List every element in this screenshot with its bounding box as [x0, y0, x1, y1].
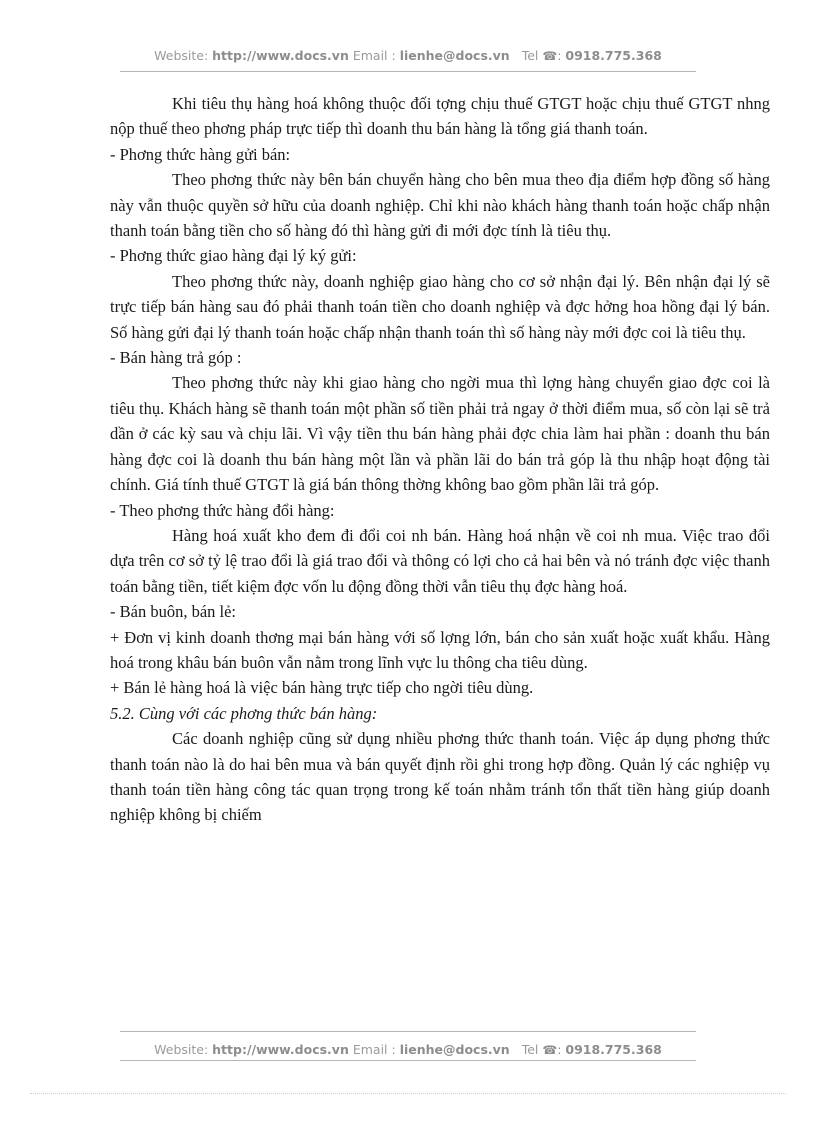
footer-phone: 0918.775.368: [565, 1042, 662, 1057]
footer-website-label: Website:: [154, 1042, 209, 1057]
footer-tel-label: Tel: [521, 1042, 539, 1057]
item-wholesale: + Đơn vị kinh doanh thơng mại bán hàng với số lợng lớn, bán cho sản xuất hoặc xuất khẩu. Hàng hoá trong khâu bán buôn vẫn nằm trong lĩnh vực lu thông cha tiêu dùng.: [110, 627, 770, 672]
heading-installment: - Bán hàng trả góp :: [110, 348, 242, 368]
header-website-link[interactable]: http://www.docs.vn: [212, 48, 349, 63]
paragraph-barter: Hàng hoá xuất kho đem đi đổi coi nh bán. Hàng hoá nhận về coi nh mua. Việc trao đổi dựa trên cơ sở tỷ lệ trao đổi là giá trao đổi và thông có lợi cho cả hai bên và nó tránh đợc việc thanh toán bằng tiền, tiết kiệm đợc vốn lu động đồng thời vẫn tiêu thụ đợc hàng hoá.: [110, 525, 770, 596]
page-edge-divider: [30, 1093, 786, 1094]
paragraph-intro: Khi tiêu thụ hàng hoá không thuộc đối tợng chịu thuế GTGT hoặc chịu thuế GTGT nhng nộp thuế theo phơng pháp trực tiếp thì doanh thu bán hàng là tổng giá thanh toán.: [110, 94, 770, 139]
footer-email-label: Email :: [352, 1042, 396, 1057]
heading-wholesale-retail: - Bán buôn, bán lẻ:: [110, 602, 237, 622]
page-footer: [120, 1042, 696, 1057]
header-divider: [120, 71, 696, 72]
footer-website-link[interactable]: http://www.docs.vn: [212, 1042, 349, 1057]
heading-consignment: - Phơng thức hàng gửi bán:: [110, 144, 291, 164]
header-website-label: Website:: [154, 48, 209, 63]
footer-email-link[interactable]: lienhe@docs.vn: [399, 1042, 510, 1057]
header-phone: 0918.775.368: [565, 48, 662, 63]
footer-divider-top: [120, 1031, 696, 1032]
header-email-link[interactable]: lienhe@docs.vn: [399, 48, 510, 63]
footer-divider-bottom: [120, 1060, 696, 1061]
header-tel-label: Tel: [521, 48, 539, 63]
phone-icon: ☎:: [542, 49, 562, 63]
heading-agency: - Phơng thức giao hàng đại lý ký gửi:: [110, 246, 357, 266]
heading-barter: - Theo phơng thức hàng đổi hàng:: [110, 500, 335, 520]
header-email-label: Email :: [352, 48, 396, 63]
section-heading-5-2: 5.2. Cùng với các phơng thức bán hàng:: [110, 703, 378, 723]
page-header: [120, 48, 696, 63]
item-retail: + Bán lẻ hàng hoá là việc bán hàng trực tiếp cho ngời tiêu dùng.: [110, 678, 534, 698]
phone-icon: ☎:: [542, 1043, 562, 1057]
paragraph-agency: Theo phơng thức này, doanh nghiệp giao hàng cho cơ sở nhận đại lý. Bên nhận đại lý sẽ trực tiếp bán hàng sau đó phải thanh toán tiền cho doanh nghiệp và đợc hởng hoa hồng đại lý bán. Số hàng gửi đại lý thanh toán hoặc chấp nhận thanh toán thì số hàng này mới đợc coi là tiêu thụ.: [110, 271, 770, 342]
paragraph-payment-methods: Các doanh nghiệp cũng sử dụng nhiều phơng thức thanh toán. Việc áp dụng phơng thức thanh toán nào là do hai bên mua và bán quyết định rồi ghi trong hợp đồng. Quản lý các nghiệp vụ thanh toán tiền hàng công tác quan trọng trong kế toán nhằm tránh tổn thất tiền hàng giúp doanh nghiệp không bị chiếm: [110, 729, 770, 825]
document-body: [110, 91, 770, 828]
paragraph-installment: Theo phơng thức này khi giao hàng cho ngời mua thì lợng hàng chuyển giao đợc coi là tiêu thụ. Khách hàng sẽ thanh toán một phần số tiền phải trả ngay ở thời điểm mua, số còn lại sẽ trả dần ở các kỳ sau và chịu lãi. Vì vậy tiền thu bán hàng phải đợc chia làm hai phần : doanh thu bán hàng đợc coi là doanh thu bán hàng một lần và phần lãi do bán trả góp là thu nhập hoạt động tài chính. Giá tính thuế GTGT là giá bán thông thờng không bao gồm phần lãi trả góp.: [110, 373, 770, 495]
paragraph-consignment: Theo phơng thức này bên bán chuyển hàng cho bên mua theo địa điểm hợp đồng số hàng này vẫn thuộc quyền sở hữu của doanh nghiệp. Chỉ khi nào khách hàng thanh toán hoặc chấp nhận thanh toán bằng tiền cho số hàng đó thì hàng gửi đi mới đợc tính là tiêu thụ.: [110, 170, 770, 241]
